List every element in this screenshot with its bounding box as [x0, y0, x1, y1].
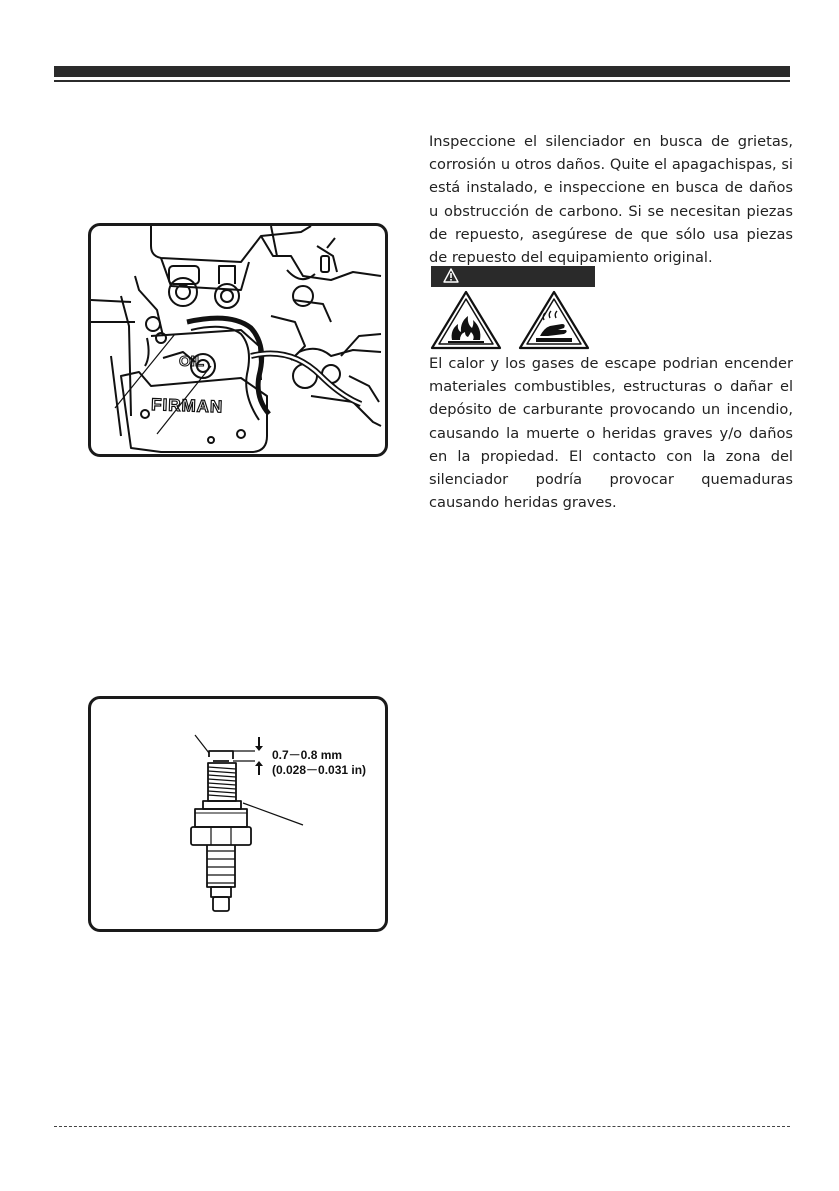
spark-plug-illustration — [91, 699, 385, 929]
warning-triangle-icon — [443, 268, 459, 284]
fire-hazard-icon — [430, 290, 502, 350]
gap-arrows — [255, 737, 263, 775]
header-rule-thin — [54, 80, 790, 82]
oil-label: OIL — [179, 353, 204, 370]
warning-text: El calor y los gases de escape podrian encender materiales combustibles, estructuras o dañar el depósito de carburante provocando un incendio, causando la muerte o heridas graves y/o daños en la propiedad. El contacto con la zona del silenciador podría provocar quemaduras causando heridas graves. — [429, 355, 793, 512]
gap-in-label: (0.028－0.031 in) — [272, 763, 367, 777]
footer-rule — [54, 1126, 790, 1127]
gap-mm-label: 0.7－0.8 mm — [272, 748, 343, 762]
muffler-inspection-text: Inspeccione el silenciador en busca de grietas, corrosión u otros daños. Quite el apagachispas, si está instalado, e inspeccione en busca de daños u obstrucción de carbono. Si se necesitan piezas de repuesto, asegúrese de que sólo usa piezas de repuesto del equipamiento original. — [429, 133, 793, 267]
hot-surface-icon — [518, 290, 590, 350]
header-rule — [54, 66, 790, 77]
muffler-figure — [88, 223, 388, 457]
warning-banner — [431, 266, 595, 287]
spark-plug-figure — [88, 696, 388, 932]
engine-illustration — [91, 226, 385, 454]
firman-logo: FIRMAN — [150, 395, 224, 417]
